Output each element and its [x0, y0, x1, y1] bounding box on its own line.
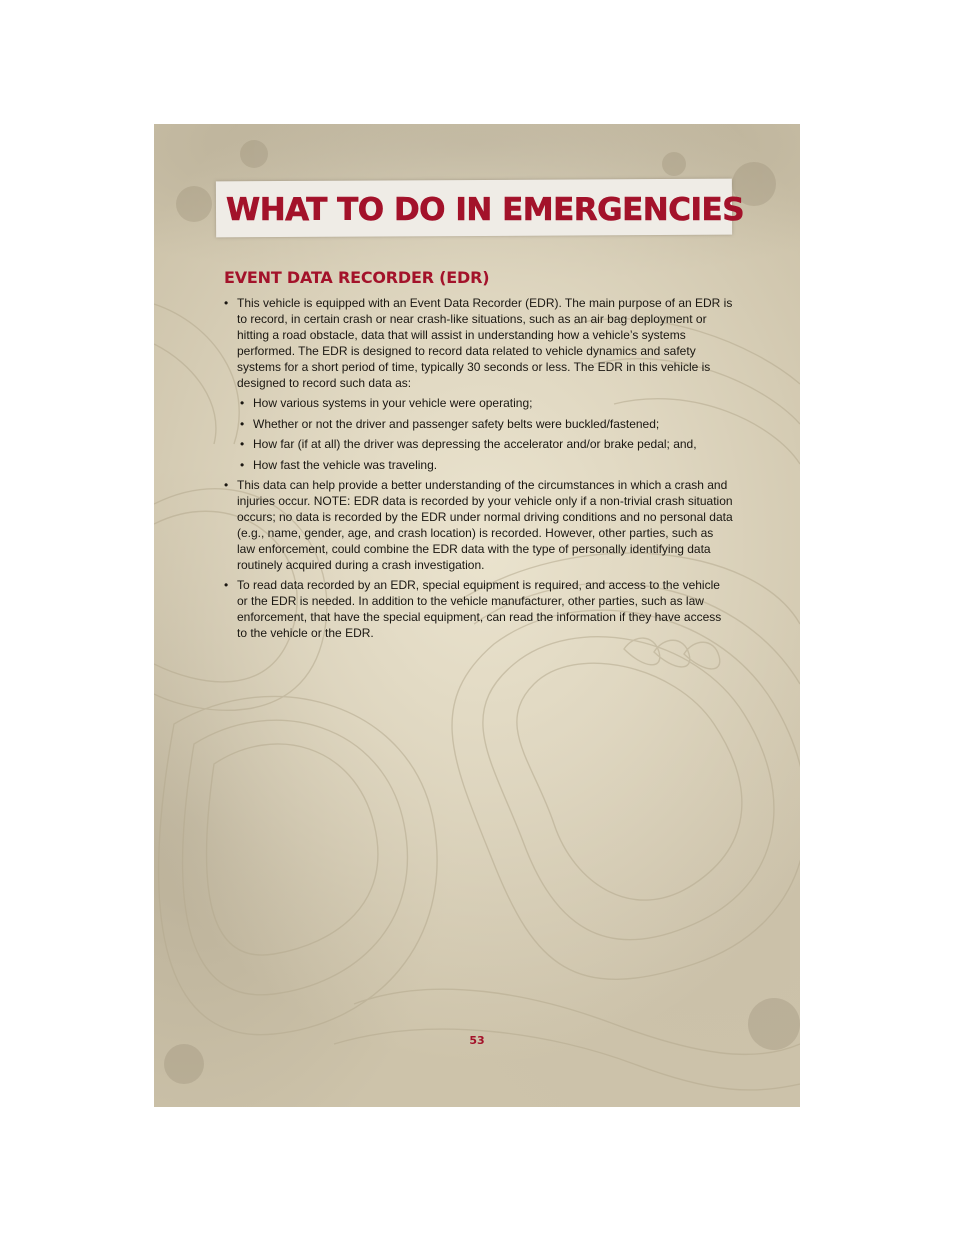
bullet-marker: • — [224, 296, 229, 310]
page-title: WHAT TO DO IN EMERGENCIES — [226, 192, 745, 228]
paragraph-text: To read data recorded by an EDR, special equipment is required, and access to the vehicle or the EDR is needed. In addition to the vehicle manufacturer, other parties, such as law enforcement, that have the special equipment, can read the information if they have access to the vehicle or the EDR. — [237, 578, 722, 640]
bullet-marker: • — [224, 478, 229, 492]
page-number: 53 — [469, 1034, 485, 1047]
sub-item-text: How far (if at all) the driver was depressing the accelerator and/or brake pedal; and, — [253, 437, 697, 451]
paragraph-text: This vehicle is equipped with an Event Data Recorder (EDR). The main purpose of an EDR is to record, in certain crash or near crash-like situations, such as an air bag deployment or hitting a road obstacle, data that will assist in understanding how a vehicle’s systems performed. The EDR is designed to record data related to vehicle dynamics and safety systems for a short period of time, typically 30 seconds or less. The EDR in this vehicle is designed to record such data as: — [237, 296, 733, 390]
bullet-marker: • — [224, 578, 229, 592]
sub-item-text: Whether or not the driver and passenger safety belts were buckled/fastened; — [253, 417, 660, 431]
bullet-marker: • — [240, 458, 245, 472]
bullet-marker: • — [240, 396, 245, 410]
paragraph-text: This data can help provide a better understanding of the circumstances in which a crash and injuries occur. NOTE: EDR data is recorded by your vehicle only if a non-trivial crash situation occurs; no data is recorded by the EDR under normal driving conditions and no personal data (e.g., name, gender, age, and crash location) is recorded. However, other parties, such as law enforcement, could combine the EDR data with the type of personally identifying data routinely acquired during a crash investigation. — [237, 478, 733, 572]
section-heading: EVENT DATA RECORDER (EDR) — [224, 268, 490, 287]
bullet-marker: • — [240, 437, 245, 451]
sub-item-text: How various systems in your vehicle were operating; — [253, 396, 533, 410]
sub-item-text: How fast the vehicle was traveling. — [253, 458, 438, 472]
bullet-marker: • — [240, 417, 245, 431]
manual-page — [154, 124, 800, 1107]
